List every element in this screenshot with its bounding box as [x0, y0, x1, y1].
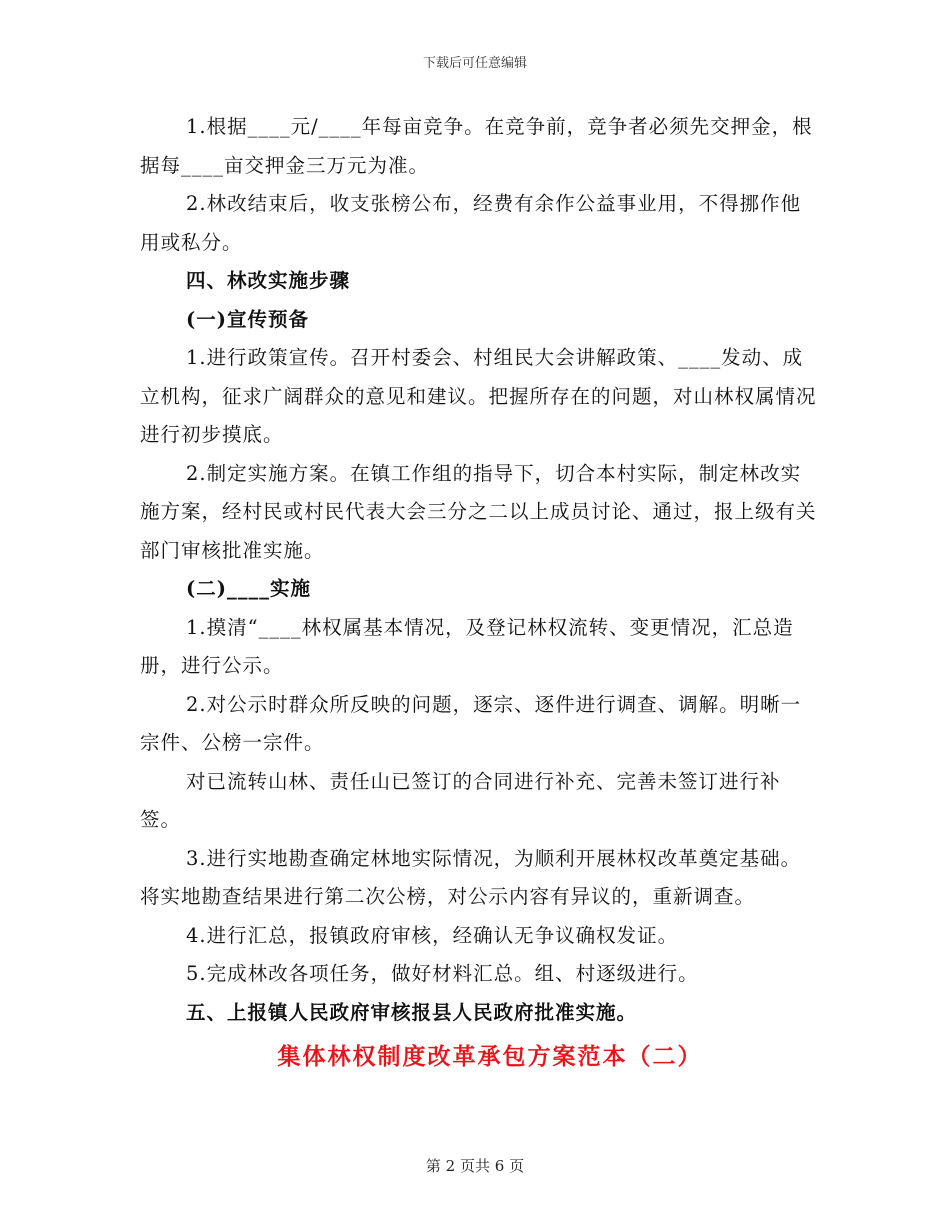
paragraph-policy-promotion: 1.进行政策宣传。召开村委会、村组民大会讲解政策、____发动、成立机构，征求广阔群众的意见和建议。把握所存在的问题，对山林权属情况进行初步摸底。 — [140, 346, 817, 446]
paragraph-completion: 5.完成林改各项任务，做好材料汇总。组、村逐级进行。 — [186, 962, 699, 985]
page-header: 下载后可任意编辑 — [422, 56, 527, 71]
paragraph-deposit: 1.根据____元/____年每亩竞争。在竞争前，竞争者必须先交押金，根据每____亩交押金三万元为准。 — [140, 115, 813, 177]
paragraph-implementation-plan: 2.制定实施方案。在镇工作组的指导下，切合本村实际，制定林改实施方案，经村民或村民代表大会三分之二以上成员讨论、通过，报上级有关部门审核批准实施。 — [140, 461, 817, 562]
subheading-implementation: (二)____实施 — [186, 577, 311, 600]
paragraph-contracts: 对已流转山林、责任山已签订的合同进行补充、完善未签订进行补签。 — [140, 769, 781, 831]
paragraph-field-survey: 3.进行实地勘查确定林地实际情况，为顺利开展林权改革奠定基础。将实地勘查结果进行第二次公榜，对公示内容有异议的，重新调查。 — [140, 846, 802, 908]
document-body — [140, 108, 820, 1078]
paragraph-ownership-survey: 1.摸清“____林权属基本情况，及登记林权流转、变更情况，汇总造册，进行公示。 — [140, 615, 794, 677]
paragraph-mediation: 2.对公示时群众所反映的问题，逐宗、逐件进行调查、调解。明晰一宗件、公榜一宗件。 — [140, 692, 802, 754]
document-title-red: 集体林权制度改革承包方案范本（二） — [277, 1043, 703, 1070]
page-footer: 第 2 页共 6 页 — [425, 1157, 525, 1175]
subheading-preparation: (一)宣传预备 — [186, 307, 309, 331]
section-heading-5: 五、上报镇人民政府审核报县人民政府批准实施。 — [186, 1000, 638, 1024]
paragraph-accounts: 2.林改结束后，收支张榜公布，经费有余作公益事业用，不得挪作他用或私分。 — [140, 192, 802, 254]
section-heading-4: 四、林改实施步骤 — [186, 269, 351, 292]
paragraph-summary: 4.进行汇总，报镇政府审核，经确认无争议确权发证。 — [186, 923, 679, 947]
